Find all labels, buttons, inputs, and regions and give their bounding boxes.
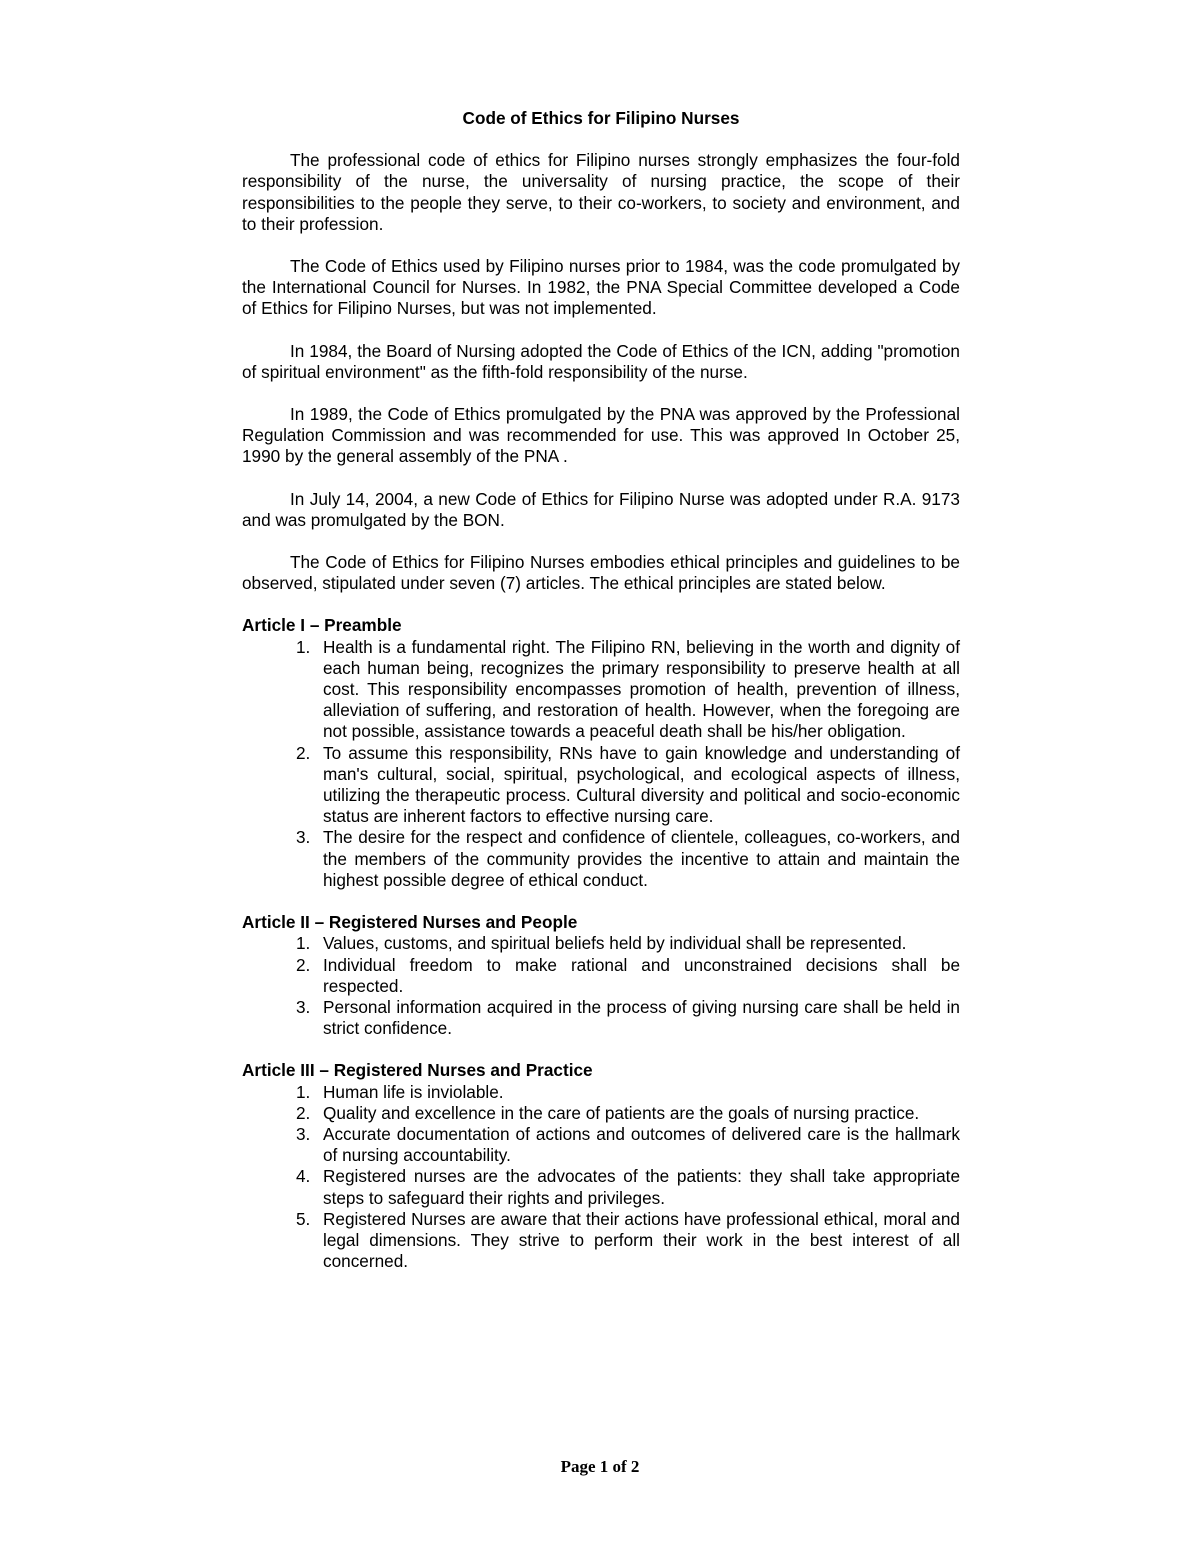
document-page (242, 108, 960, 1293)
list-item (242, 1166, 960, 1208)
item-number: 2. (296, 742, 311, 763)
item-text: Personal information acquired in the process of giving nursing care shall be held in strict confidence. (323, 996, 960, 1039)
article-1-section (242, 615, 960, 891)
history-paragraph-1984: In 1984, the Board of Nursing adopted the Code of Ethics of the ICN, adding "promotion of spiritual environment" as the fifth-fold responsibility of the nurse. (242, 340, 960, 382)
document-title: Code of Ethics for Filipino Nurses (462, 108, 740, 128)
list-item (242, 1103, 960, 1124)
article-2-section (242, 912, 960, 1039)
item-text: Quality and excellence in the care of patients are the goals of nursing practice. (323, 1102, 920, 1123)
intro-paragraph: The professional code of ethics for Filipino nurses strongly emphasizes the four-fold responsibility of the nurse, the universality of nursing practice, the scope of their responsibilities to the people they serve, to their co-workers, to society and environment, and to their profession. (242, 150, 960, 234)
article-1-heading: Article I – Preamble (242, 615, 402, 636)
history-paragraph-1989: In 1989, the Code of Ethics promulgated by the PNA was approved by the Professional Regulation Commission and was recommended for use. This was approved In October 25, 1990 by the general assembly of the PNA . (242, 404, 960, 467)
item-number: 1. (296, 636, 311, 657)
item-number: 1. (296, 933, 311, 954)
item-number: 2. (296, 954, 311, 975)
item-number: 5. (296, 1208, 311, 1229)
list-item (242, 933, 960, 954)
list-item (242, 743, 960, 828)
article-3-section (242, 1060, 960, 1272)
item-number: 2. (296, 1102, 311, 1123)
item-number: 1. (296, 1081, 311, 1102)
item-number: 3. (296, 1123, 311, 1144)
item-text: To assume this responsibility, RNs have to gain knowledge and understanding of man's cultural, social, spiritual, psychological, and ecological aspects of illness, utilizing the therapeutic process. Cultural diversity and political and socio-economic status are inherent factors to effective nursing care. (323, 742, 960, 827)
item-number: 4. (296, 1166, 311, 1187)
article-1-list (242, 637, 960, 891)
page-number-footer: Page 1 of 2 (560, 1457, 640, 1476)
item-text: Individual freedom to make rational and unconstrained decisions shall be respected. (323, 954, 960, 996)
item-text: Accurate documentation of actions and outcomes of delivered care is the hallmark of nursing accountability. (323, 1123, 960, 1166)
item-text: The desire for the respect and confidence of clientele, colleagues, co-workers, and the members of the community provides the incentive to attain and maintain the highest possible degree of ethical conduct. (323, 827, 960, 890)
list-item (242, 1209, 960, 1273)
item-text: Registered Nurses are aware that their actions have professional ethical, moral and legal dimensions. They strive to perform their work in the best interest of all concerned. (323, 1208, 960, 1272)
article-2-list (242, 933, 960, 1039)
item-number: 3. (296, 827, 311, 848)
item-text: Registered nurses are the advocates of the patients: they shall take appropriate steps to safeguard their rights and privileges. (323, 1166, 960, 1208)
list-item (242, 997, 960, 1039)
article-3-heading: Article III – Registered Nurses and Practice (242, 1060, 593, 1081)
list-item (242, 637, 960, 743)
list-item (242, 1124, 960, 1166)
item-number: 3. (296, 996, 311, 1017)
history-paragraph-2004: In July 14, 2004, a new Code of Ethics for Filipino Nurse was adopted under R.A. 9173 and was promulgated by the BON. (242, 488, 960, 530)
item-text: Human life is inviolable. (323, 1081, 504, 1102)
list-item (242, 1082, 960, 1103)
list-item (242, 955, 960, 997)
history-paragraph-icn: The Code of Ethics used by Filipino nurses prior to 1984, was the code promulgated by the International Council for Nurses. In 1982, the PNA Special Committee developed a Code of Ethics for Filipino Nurses, but was not implemented. (242, 256, 960, 319)
article-3-list (242, 1082, 960, 1273)
item-text: Values, customs, and spiritual beliefs held by individual shall be represented. (323, 933, 907, 954)
item-text: Health is a fundamental right. The Filipino RN, believing in the worth and dignity of each human being, recognizes the primary responsibility to preserve health at all cost. This responsibility encompasses promotion of health, prevention of illness, alleviation of suffering, and restoration of health. However, when the foregoing are not possible, assistance towards a peaceful death shall be his/her obligation. (323, 636, 960, 742)
article-2-heading: Article II – Registered Nurses and People (242, 912, 578, 933)
list-item (242, 827, 960, 891)
principles-paragraph: The Code of Ethics for Filipino Nurses embodies ethical principles and guidelines to be observed, stipulated under seven (7) articles. The ethical principles are stated below. (242, 552, 960, 594)
